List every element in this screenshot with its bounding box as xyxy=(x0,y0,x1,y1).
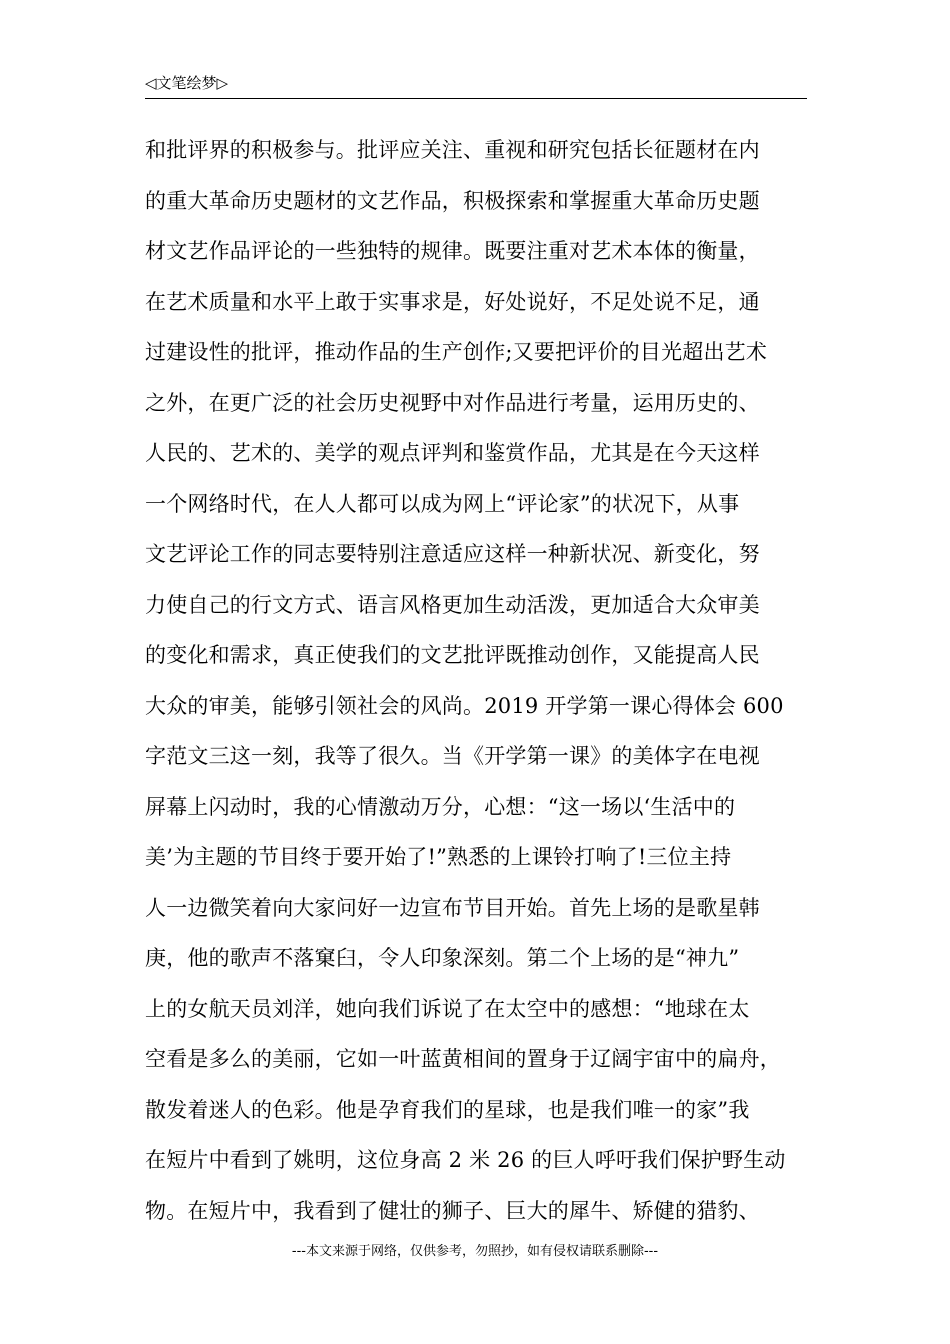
body-line: 一个网络时代，在人人都可以成为网上“评论家”的状况下，从事 xyxy=(145,491,740,516)
body-line: 人一边微笑着向大家问好一边宣布节目开始。首先上场的是歌星韩 xyxy=(145,895,760,920)
header-title: ◁文笔绘梦▷ xyxy=(145,74,229,92)
body-line: 美’为主题的节目终于要开始了!”熟悉的上课铃打响了!三位主持 xyxy=(145,845,732,869)
page-header xyxy=(145,72,807,99)
body-line: 屏幕上闪动时，我的心情激动万分，心想：“这一场以‘生活中的 xyxy=(145,794,736,819)
body-line: 的变化和需求，真正使我们的文艺批评既推动创作，又能提高人民 xyxy=(145,643,760,667)
body-line: 力使自己的行文方式、语言风格更加生动活泼，更加适合大众审美 xyxy=(145,592,760,617)
body-line: 庚，他的歌声不落窠臼，令人印象深刻。第二个上场的是“神九” xyxy=(145,946,740,970)
body-line: 散发着迷人的色彩。他是孕育我们的星球，也是我们唯一的家”我 xyxy=(145,1097,750,1122)
page-footer: ---本文来源于网络，仅供参考，勿照抄，如有侵权请联系删除--- xyxy=(291,1244,659,1259)
body-line: 字范文三这一刻，我等了很久。当《开学第一课》的美体字在电视 xyxy=(145,744,760,768)
body-line: 上的女航天员刘洋，她向我们诉说了在太空中的感想：“地球在太 xyxy=(145,996,750,1021)
body-line: 文艺评论工作的同志要特别注意适应这样一种新状况、新变化，努 xyxy=(145,542,760,566)
body-line: 和批评界的积极参与。批评应关注、重视和研究包括长征题材在内 xyxy=(145,138,760,162)
body-line: 的重大革命历史题材的文艺作品，积极探索和掌握重大革命历史题 xyxy=(145,188,760,213)
body-line: 材文艺作品评论的一些独特的规律。既要注重对艺术本体的衡量， xyxy=(145,239,760,263)
body-line: 物。在短片中，我看到了健壮的狮子、巨大的犀牛、矫健的猎豹、 xyxy=(145,1198,760,1223)
body-line: 大众的审美，能够引领社会的风尚。2019 开学第一课心得体会 600 xyxy=(145,693,784,718)
document-body xyxy=(145,125,815,1236)
body-line: 人民的、艺术的、美学的观点评判和鉴赏作品，尤其是在今天这样 xyxy=(145,441,760,465)
body-line: 在艺术质量和水平上敢于实事求是，好处说好，不足处说不足，通 xyxy=(145,289,760,314)
body-line: 在短片中看到了姚明，这位身高 2 米 26 的巨人呼吁我们保护野生动 xyxy=(145,1148,786,1172)
body-line: 空看是多么的美丽，它如一叶蓝黄相间的置身于辽阔宇宙中的扁舟， xyxy=(145,1047,781,1071)
body-line: 之外，在更广泛的社会历史视野中对作品进行考量，运用历史的、 xyxy=(145,390,760,415)
body-line: 过建设性的批评，推动作品的生产创作;又要把评价的目光超出艺术 xyxy=(145,340,768,364)
